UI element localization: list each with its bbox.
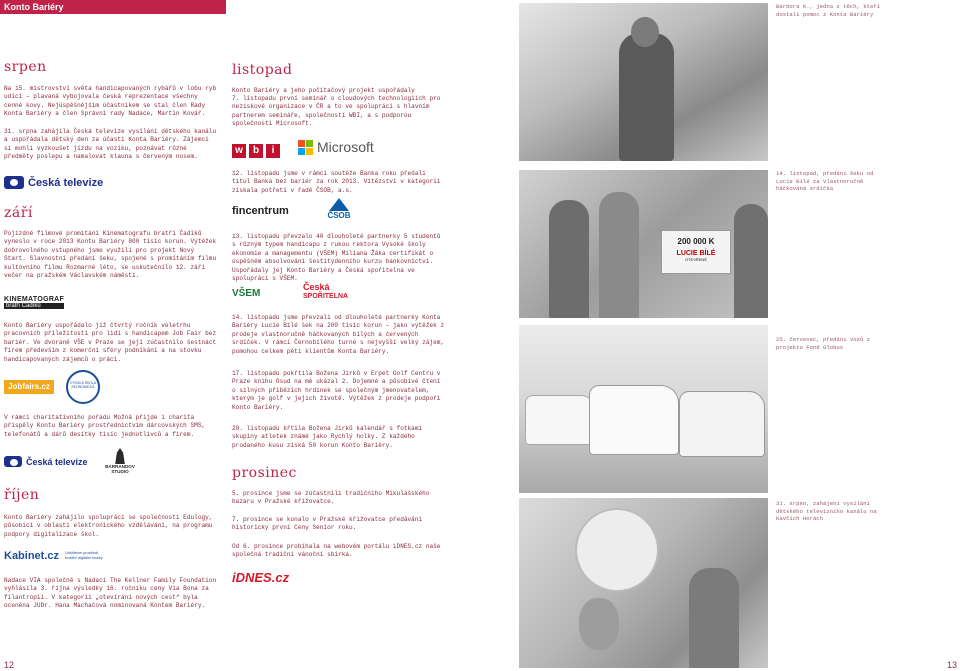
cheque-sub: OTEVŘENÉ bbox=[684, 257, 707, 262]
barrandov-tower-icon bbox=[112, 448, 128, 464]
photo-clown-face bbox=[575, 508, 659, 592]
caption-3: 25. červenec, předání vozů z projektu Fond Globus bbox=[776, 336, 870, 351]
idnes-logo-text: iDNES.cz bbox=[232, 570, 290, 585]
vsem-logo-text: VŠEM bbox=[232, 288, 261, 299]
ct-logo-mark-icon bbox=[4, 176, 24, 189]
microsoft-logo-icon bbox=[298, 140, 313, 155]
fincentrum-logo bbox=[232, 205, 289, 217]
csob-logo-icon bbox=[329, 198, 349, 211]
rijen-p2: Nadace VIA společně s Nadací The Kellner Family Foundation vyhlásila 3. října výsledky 16. ročníku ceny Via Bona za filantropii. V kategorii „otevírání nových cest“ byla oceněna JUDr. Hana Machačová nominovaná Kontem Bariéry. bbox=[4, 577, 217, 610]
page-number-right: 13 bbox=[947, 660, 958, 670]
rijen-heading: říjen bbox=[4, 487, 40, 503]
fincentrum-logo-text: fincentrum bbox=[232, 205, 289, 217]
kinematograf-logo bbox=[4, 296, 64, 309]
vse-logo bbox=[66, 370, 100, 404]
zari-p1: Pojízdné filmové promítání Kinematografu bratří Čadíků vyneslo v roce 2013 Kontu Bariéry 800 tisíc korun. Výtěžek dobrovolného vstupného jsme využili pro projekt Nový Start. Slavnostní předání šeku, spojené s promítáním filmu kultovního filmu Rozmarné léto, se uskutečnilo 12. září večer na pražském Václavském náměstí. bbox=[4, 230, 217, 280]
photo-clown-kids bbox=[519, 498, 768, 668]
ceska-televize-logo bbox=[4, 176, 103, 189]
zari-heading: září bbox=[4, 205, 33, 221]
ct-logo-text: Česká televize bbox=[26, 456, 88, 467]
srpen-p2: 31. srpna zahájila Česká televize vysílání dětského kanálu a uspořádala dětský den za účasti Konta Bariéry. Zájemci si mohli vyzkoušet jízdu na vozíku, poznávat různé předměty poslepu a namalovat klauna s červeným nosem. bbox=[4, 128, 217, 161]
kabinet-logo bbox=[4, 550, 109, 562]
photo-car-3 bbox=[679, 391, 765, 457]
ceska-sporitelna-logo bbox=[303, 283, 348, 301]
photo-person-3 bbox=[734, 204, 768, 318]
caption-4: 31. srpen, zahájení vysílání dětského televizního kanálu na Kavčích Horách bbox=[776, 500, 877, 523]
photo-cheque-lucie-bile bbox=[519, 170, 768, 318]
photo-person-2 bbox=[599, 192, 639, 318]
rijen-p1: Konto Bariéry zahájilo spolupráci se společností Edulogy, působící v oblasti elektronického vzdělávání, na programu podpory digitalizace škol. bbox=[4, 514, 213, 538]
kabinet-logo-text: Kabinet.cz bbox=[4, 550, 60, 562]
barrandov-logo-text: BARRANDOV STUDIO bbox=[105, 464, 135, 474]
jobfairs-logo-text: Jobfairs.cz bbox=[8, 382, 50, 391]
ct-logo-mark-icon bbox=[4, 456, 22, 467]
cs-logo-line2: SPOŘITELNA bbox=[303, 293, 349, 300]
wbi-logo bbox=[232, 140, 283, 158]
photo-person-1 bbox=[549, 200, 589, 318]
srpen-p1: Na 15. mistrovství světa handicapovaných rybářů v lobu ryb udicí – plavaná vybojovala česká reprezentace všechny cenné kovy. Nejúspěšnějším účastníkem se stal člen Rady Konta Bariéry a člen Správní rady Nadace, Martin Kovář. bbox=[4, 85, 217, 118]
listopad-p2: 12. listopadu jsme v rámci soutěže Banka roku předali titul Banka bez bariér za rok 2013. Vítězství v kategorii získala potřetí v řadě ČSOB, a.s. bbox=[232, 170, 441, 194]
cheque-name: LUCIE BÍLÉ bbox=[676, 250, 716, 257]
page-number-left: 12 bbox=[4, 660, 15, 670]
listopad-p6: 20. listopadu křtila Božena Jirků kalendář s fotkami skupiny atletek známé jako Rychlý holky. Z každého prodaného kusu získá 50 korun Konto Bariéry. bbox=[232, 425, 423, 449]
listopad-p1: 7. listopadu první seminář o cloudových technologiích pro neziskové organizace v ČR a to ve spolupráci s hlavním partnerem semináře, společností WBI, a s podporou společnosti Microsoft. bbox=[232, 95, 441, 128]
listopad-p1-title: Konto Bariéry a jeho počítačový projekt uspořádaly bbox=[232, 87, 415, 94]
photo-cars-globus bbox=[519, 325, 768, 493]
srpen-heading: srpen bbox=[4, 59, 47, 75]
prosinec-heading: prosinec bbox=[232, 465, 297, 481]
listopad-p4: 14. listopadu jsme převzali od dlouholeté partnerky Konta Bariéry Lucie Bílé šek na 200 tisíc korun – jako výtěžek z prodeje vlastnoručně háčkovaných bílých a červených srdíček. V rámci Černobílého turné s nejvyšší velký zájem, pomohou celkem pěti klientům Konta Bariéry. bbox=[232, 314, 445, 355]
cheque-amount: 200 000 K bbox=[677, 237, 715, 246]
microsoft-logo bbox=[298, 139, 374, 155]
csob-logo-text: ČSOB bbox=[327, 211, 351, 220]
vse-logo-line1: VYSOKÁ ŠKOLA bbox=[69, 381, 97, 385]
ceska-televize-logo-2 bbox=[4, 456, 88, 467]
photo-child-2 bbox=[689, 568, 739, 668]
wbi-logo-b: b bbox=[249, 144, 263, 158]
photo-car-1 bbox=[525, 395, 595, 445]
kabinet-logo-sub: Udržitelné prostředí, kvalitní digitální služby bbox=[65, 551, 103, 560]
ct-logo-text: Česká televize bbox=[28, 176, 104, 189]
zari-p3: V rámci charitativního pořadu Možná přijde i charita přispěly Kontu Bariéry prostřednictvím dárcovských SMS, telefonátů a dárů desítky tisíc jednotlivců a firem. bbox=[4, 414, 206, 438]
listopad-p3: 13. listopadu převzalo 40 dlouholeté partnerky 5 studentů s různým typem handicapu z rukou rektora Vysoké školy ekonomie a managementu (VŠEM) Miliana Žáka certifikát o úspěšném absolvování šestitýdenního kurzu bankovnictví. Uspořádaly jej Konto Bariéry a Česká spořitelna ve spolupráci s VŠEM. bbox=[232, 233, 441, 283]
photo-cheque bbox=[661, 230, 731, 274]
photo-figure-head bbox=[631, 17, 659, 47]
microsoft-logo-text: Microsoft bbox=[317, 139, 374, 155]
zari-p2: Konto Bariéry uspořádalo již čtvrtý ročník veletrhu pracovních příležitostí pro lidi s handicapem Job Fair bez bariér. Ve dvoraně VŠE v Praze se její zúčastnilo šestnáct firem především z komerční sféry podnikání a na stovku handicapovaných zájemců o práci. bbox=[4, 322, 217, 363]
prosinec-p1: 5. prosince jsme se zúčastnili tradičního Mikulášského bazaru v Pražské křižovatce. bbox=[232, 490, 430, 506]
cs-logo-line1: Česká bbox=[303, 282, 330, 292]
listopad-heading: listopad bbox=[232, 62, 293, 78]
wbi-logo-i: i bbox=[266, 144, 280, 158]
idnes-logo bbox=[232, 570, 289, 585]
vse-logo-line2: EKONOMICKÁ bbox=[71, 385, 95, 389]
photo-wheelchair-girl bbox=[519, 3, 768, 161]
caption-2: 14. listopad, předání šeku od Lucie Bílé za vlastnoručně háčkovaná srdíčka bbox=[776, 170, 874, 193]
photo-child-face bbox=[579, 598, 619, 650]
csob-logo bbox=[324, 198, 354, 220]
prosinec-p3: Od 6. prosince probíhala na webovém portálu iDNES.cz naše společná tradiční vánoční sbírka. bbox=[232, 543, 441, 559]
kinematograf-logo-sub: bratří Čadíků bbox=[4, 303, 64, 309]
caption-1: Barbora K., jedna z těch, kteří dostali pomoc z Konta Bariéry bbox=[776, 3, 881, 18]
photo-figure bbox=[619, 33, 674, 161]
header-title: Konto Bariéry bbox=[4, 2, 64, 12]
kinematograf-logo-title: KINEMATOGRAF bbox=[4, 296, 65, 303]
vsem-logo bbox=[232, 288, 260, 299]
listopad-p5: 17. listopadu pokřtila Božena Jirků v Erpet Golf Centru v Praze knihu Osud na mě ukázal 2. Dojemné a působivé čtení o silných příbězích hrdinek se společným jmenovatelem, kterým je golf v jejich životě. Výtěžek z prodeje podpoří Konto Bariéry. bbox=[232, 370, 441, 411]
jobfairs-logo bbox=[4, 380, 54, 394]
photo-car-2 bbox=[589, 385, 679, 455]
barrandov-logo bbox=[96, 448, 144, 474]
wbi-logo-w: w bbox=[232, 144, 246, 158]
prosinec-p2: 7. prosince se konalo v Pražské křižovatce předávání historicky první Ceny Senior roku. bbox=[232, 516, 423, 532]
